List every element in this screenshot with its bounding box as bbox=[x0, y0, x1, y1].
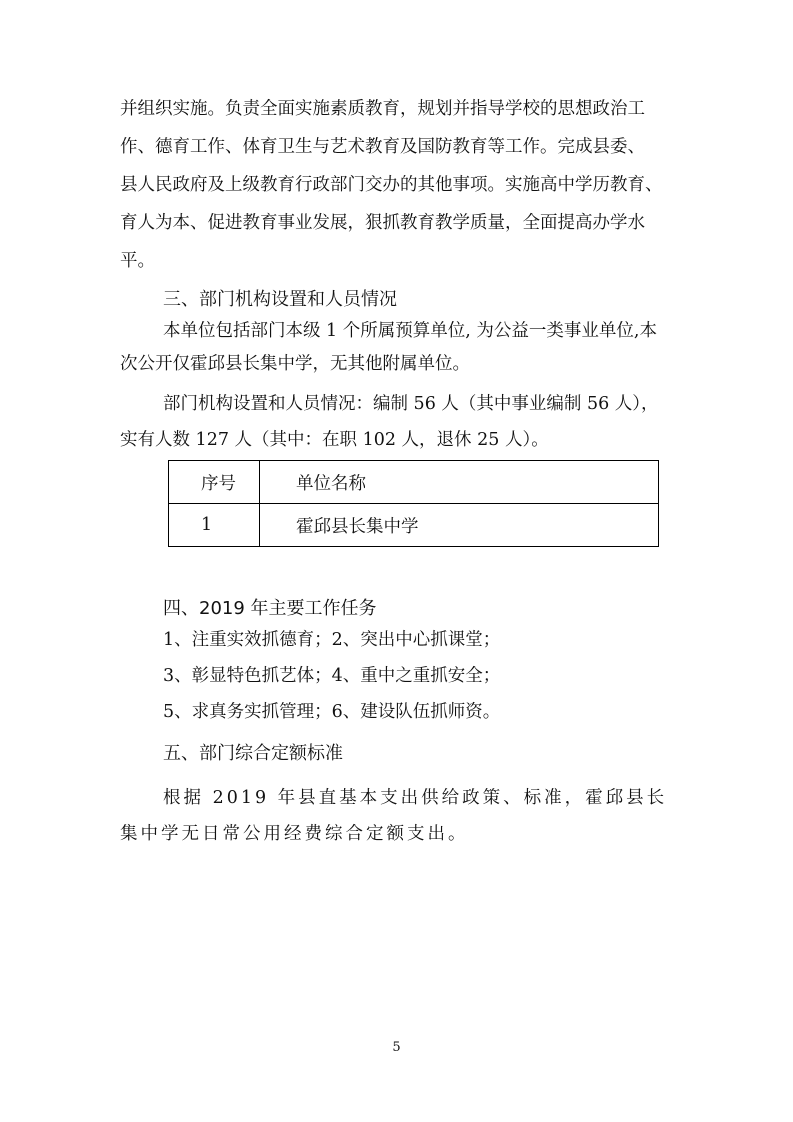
row-unit-name: 霍邱县长集中学 bbox=[260, 504, 659, 547]
unit-table bbox=[168, 460, 659, 547]
intro-line-5: 平。 bbox=[120, 251, 155, 271]
section4-item-2: 3、彰显特色抓艺体；4、重中之重抓安全； bbox=[163, 666, 501, 686]
section3-heading: 三、部门机构设置和人员情况 bbox=[163, 289, 397, 310]
section3-para2-line-2: 实有人数 127 人（其中：在职 102 人，退休 25 人）。 bbox=[120, 430, 549, 450]
page-number: 5 bbox=[392, 1040, 401, 1055]
section4-heading: 四、2019 年主要工作任务 bbox=[163, 598, 377, 619]
section4-item-3: 5、求真务实抓管理；6、建设队伍抓师资。 bbox=[163, 702, 501, 722]
header-index: 序号 bbox=[169, 461, 260, 504]
intro-line-4: 育人为本、促进教育事业发展，狠抓教育教学质量，全面提高办学水 bbox=[120, 213, 645, 233]
section3-para2-line-1: 部门机构设置和人员情况：编制 56 人（其中事业编制 56 人）， bbox=[163, 394, 659, 414]
header-unit-name: 单位名称 bbox=[260, 461, 659, 504]
intro-line-1: 并组织实施。负责全面实施素质教育，规划并指导学校的思想政治工 bbox=[120, 99, 645, 119]
row-index: 1 bbox=[169, 504, 260, 547]
intro-line-2: 作、德育工作、体育卫生与艺术教育及国防教育等工作。完成县委、 bbox=[120, 137, 645, 157]
section3-para1-line-1: 本单位包括部门本级 1 个所属预算单位, 为公益一类事业单位,本 bbox=[163, 321, 657, 341]
section5-line-1: 根据 2019 年县直基本支出供给政策、标准，霍邱县长 bbox=[163, 788, 668, 808]
section5-line-2: 集中学无日常公用经费综合定额支出。 bbox=[120, 824, 469, 844]
table-row bbox=[169, 504, 659, 547]
table-header-row bbox=[169, 461, 659, 504]
section5-heading: 五、部门综合定额标准 bbox=[163, 743, 343, 764]
section3-para1-line-2: 次公开仅霍邱县长集中学，无其他附属单位。 bbox=[120, 354, 470, 374]
section4-item-1: 1、注重实效抓德育；2、突出中心抓课堂； bbox=[163, 630, 501, 650]
intro-line-3: 县人民政府及上级教育行政部门交办的其他事项。实施高中学历教育、 bbox=[120, 175, 663, 195]
